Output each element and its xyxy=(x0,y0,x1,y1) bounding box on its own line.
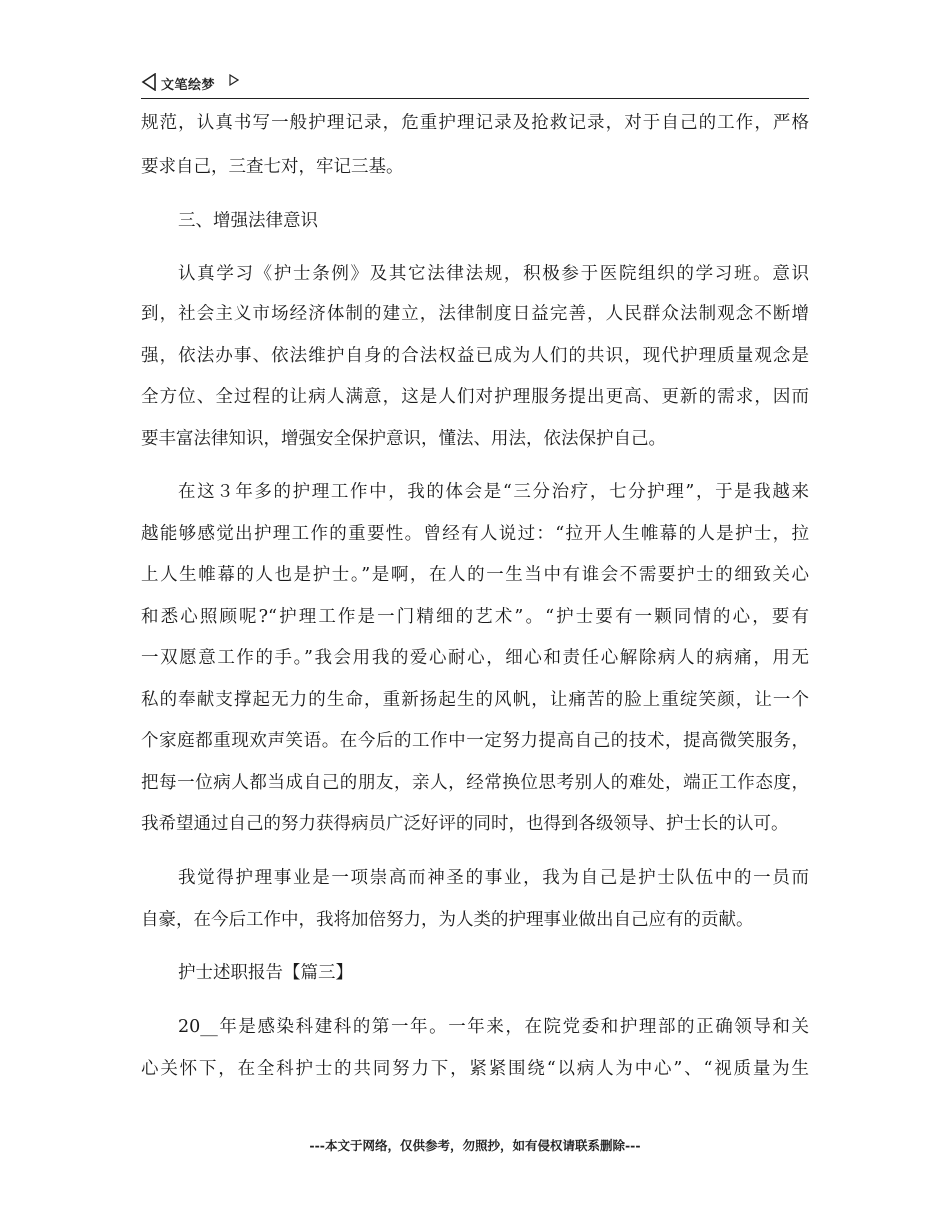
body-line: 自豪，在今后工作中，我将加倍努力，为人类的护理事业做出自己应有的贡献。 xyxy=(141,910,754,930)
body-line: 规范，认真书写一般护理记录，危重护理记录及抢救记录，对于自己的工作，严格 xyxy=(141,113,809,133)
page-header xyxy=(141,72,809,99)
triangle-left-icon xyxy=(141,73,157,91)
body-line: 要丰富法律知识，增强安全保护意识，懂法、用法，依法保护自己。 xyxy=(141,429,666,449)
body-line: 心关怀下，在全科护士的共同努力下，紧紧围绕“以病人为中心”、“视质量为生 xyxy=(141,1059,809,1079)
body-line: 和悉心照顾呢?“护理工作是一门精细的艺术”。“护士要有一颗同情的心，要有 xyxy=(141,607,809,627)
body-line: 上人生帷幕的人也是护士。”是啊，在人的一生当中有谁会不需要护士的细致关心 xyxy=(141,565,809,585)
body-line: 在这３年多的护理工作中，我的体会是“三分治疗，七分护理”，于是我越来 xyxy=(178,482,809,502)
body-line: 私的奉献支撑起无力的生命，重新扬起生的风帆，让痛苦的脸上重绽笑颜，让一个 xyxy=(141,690,809,710)
body-line: 认真学习《护士条例》及其它法律法规，积极参于医院组织的学习班。意识 xyxy=(178,264,809,284)
body-line: 要求自己，三查七对，牢记三基。 xyxy=(141,157,404,177)
triangle-right-icon xyxy=(229,74,239,86)
section-heading: 护士述职报告【篇三】 xyxy=(178,963,353,983)
body-line: 20__年是感染科建科的第一年。一年来，在院党委和护理部的正确领导和关 xyxy=(178,1017,809,1037)
footer-disclaimer: ---本文于网络，仅供参考，勿照抄，如有侵权请联系删除--- xyxy=(309,1138,641,1153)
body-line: 个家庭都重现欢声笑语。在今后的工作中一定努力提高自己的技术，提高微笑服务， xyxy=(141,731,809,751)
body-line: 我希望通过自己的努力获得病员广泛好评的同时，也得到各级领导、护士长的认可。 xyxy=(141,814,789,834)
body-line: 一双愿意工作的手。”我会用我的爱心耐心，细心和责任心解除病人的病痛，用无 xyxy=(141,648,809,668)
section-heading: 三、增强法律意识 xyxy=(178,211,318,231)
body-line: 越能够感觉出护理工作的重要性。曾经有人说过：“拉开人生帷幕的人是护士，拉 xyxy=(141,524,809,544)
header-title: 文笔绘梦 xyxy=(161,78,216,93)
body-line: 我觉得护理事业是一项崇高而神圣的事业，我为自己是护士队伍中的一员而 xyxy=(178,868,809,888)
body-line: 全方位、全过程的让病人满意，这是人们对护理服务提出更高、更新的需求，因而 xyxy=(141,387,809,407)
body-line: 把每一位病人都当成自己的朋友，亲人，经常换位思考别人的难处，端正工作态度， xyxy=(141,773,809,793)
body-line: 到，社会主义市场经济体制的建立，法律制度日益完善，人民群众法制观念不断增 xyxy=(141,304,809,324)
body-line: 强，依法办事、依法维护自身的合法权益已成为人们的共识，现代护理质量观念是 xyxy=(141,346,809,366)
